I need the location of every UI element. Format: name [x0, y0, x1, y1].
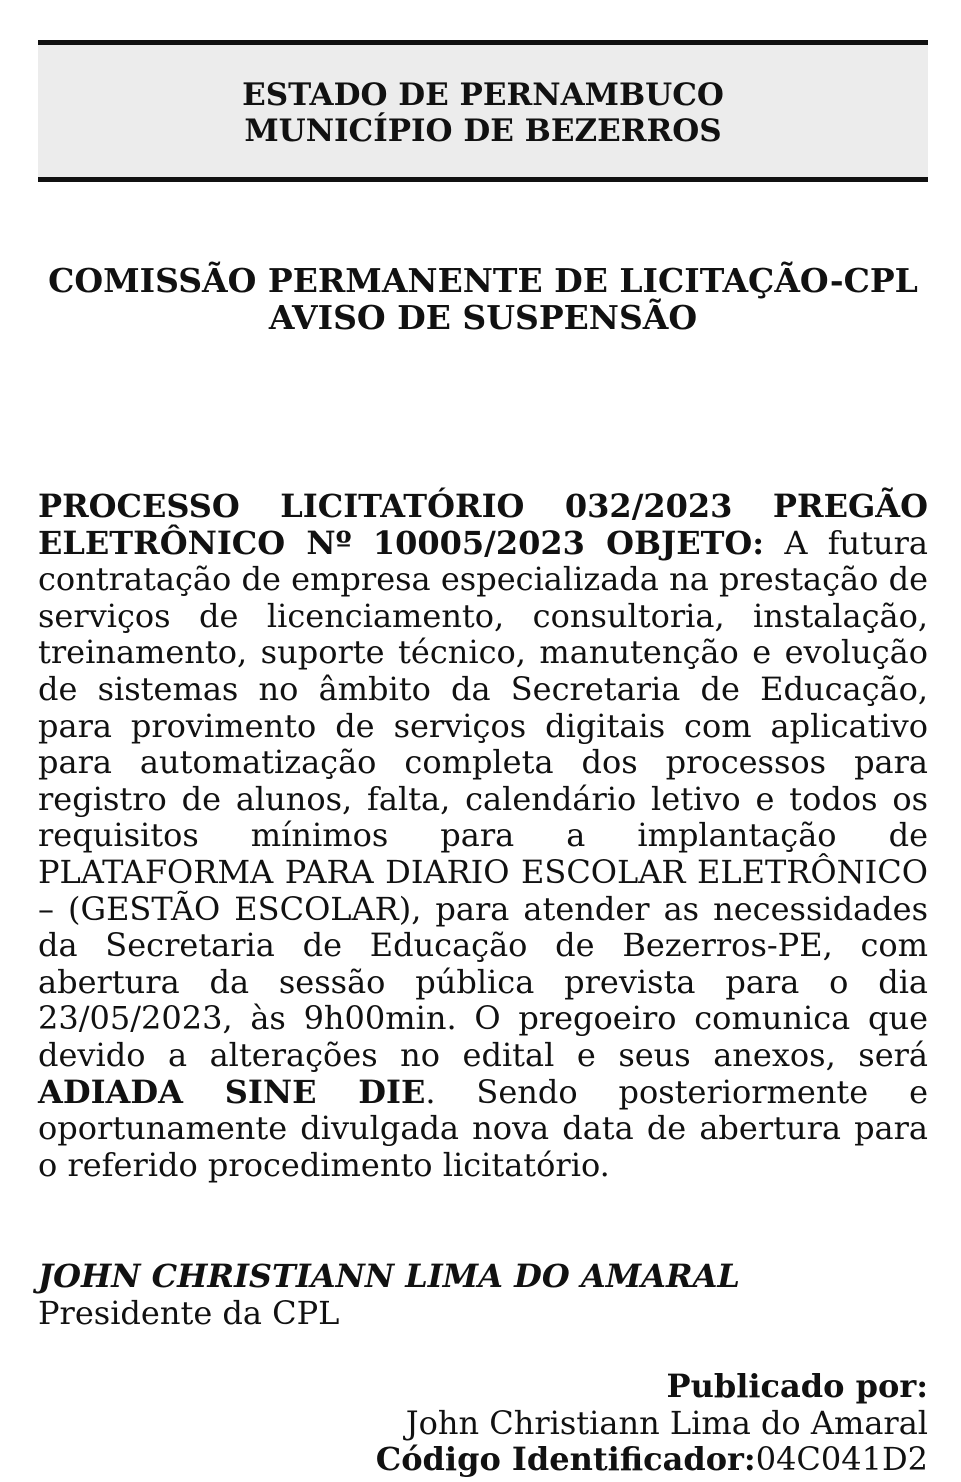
- municipality-name: MUNICÍPIO DE BEZERROS: [244, 113, 722, 149]
- identifier-code: [376, 1441, 928, 1478]
- document-header: [38, 40, 928, 182]
- identifier-code-value: 04C041D2: [755, 1440, 928, 1478]
- body-text-part1: A futura contratação de empresa especializada na prestação de serviços de licenciamento, consultoria, instalação, treinamento, suporte técnico, manutenção e evolução de sistemas no âmbito da Secretaria de Educação, para provimento de serviços digitais com aplicativo para automatização completa dos processos para registro de alunos, falta, calendário letivo e todos os requisitos mínimos para a implantação de PLATAFORMA PARA DIARIO ESCOLAR ELETRÔNICO – (GESTÃO ESCOLAR), para atender as necessidades da Secretaria de Educação de Bezerros-PE, com abertura da sessão pública prevista para o dia 23/05/2023, às 9h00min. O pregoeiro comunica que devido a alterações no edital e seus anexos, será: [38, 523, 929, 1074]
- signer-name: JOHN CHRISTIANN LIMA DO AMARAL: [38, 1257, 740, 1295]
- state-name: ESTADO DE PERNAMBUCO: [242, 77, 724, 113]
- suspension-emphasis: ADIADA SINE DIE: [38, 1072, 426, 1111]
- publication-info: [376, 1368, 928, 1478]
- notice-type: AVISO DE SUSPENSÃO: [268, 298, 698, 337]
- signature-block: [38, 1258, 928, 1332]
- signer-role: Presidente da CPL: [38, 1294, 340, 1332]
- commission-title: COMISSÃO PERMANENTE DE LICITAÇÃO-CPL: [48, 261, 918, 300]
- body-text-part2: . Sendo posteriormente e oportunamente divulgada nova data de abertura para o referido procedimento licitatório.: [38, 1072, 929, 1184]
- notice-title: [38, 262, 928, 336]
- published-by-label: Publicado por:: [666, 1367, 928, 1405]
- published-by-name: John Christiann Lima do Amaral: [405, 1403, 928, 1442]
- process-heading: PROCESSO LICITATÓRIO 032/2023 PREGÃO ELETRÔNICO Nº 10005/2023 OBJETO:: [38, 487, 928, 562]
- identifier-code-label: Código Identificador:: [375, 1440, 756, 1478]
- notice-body: [38, 488, 928, 1183]
